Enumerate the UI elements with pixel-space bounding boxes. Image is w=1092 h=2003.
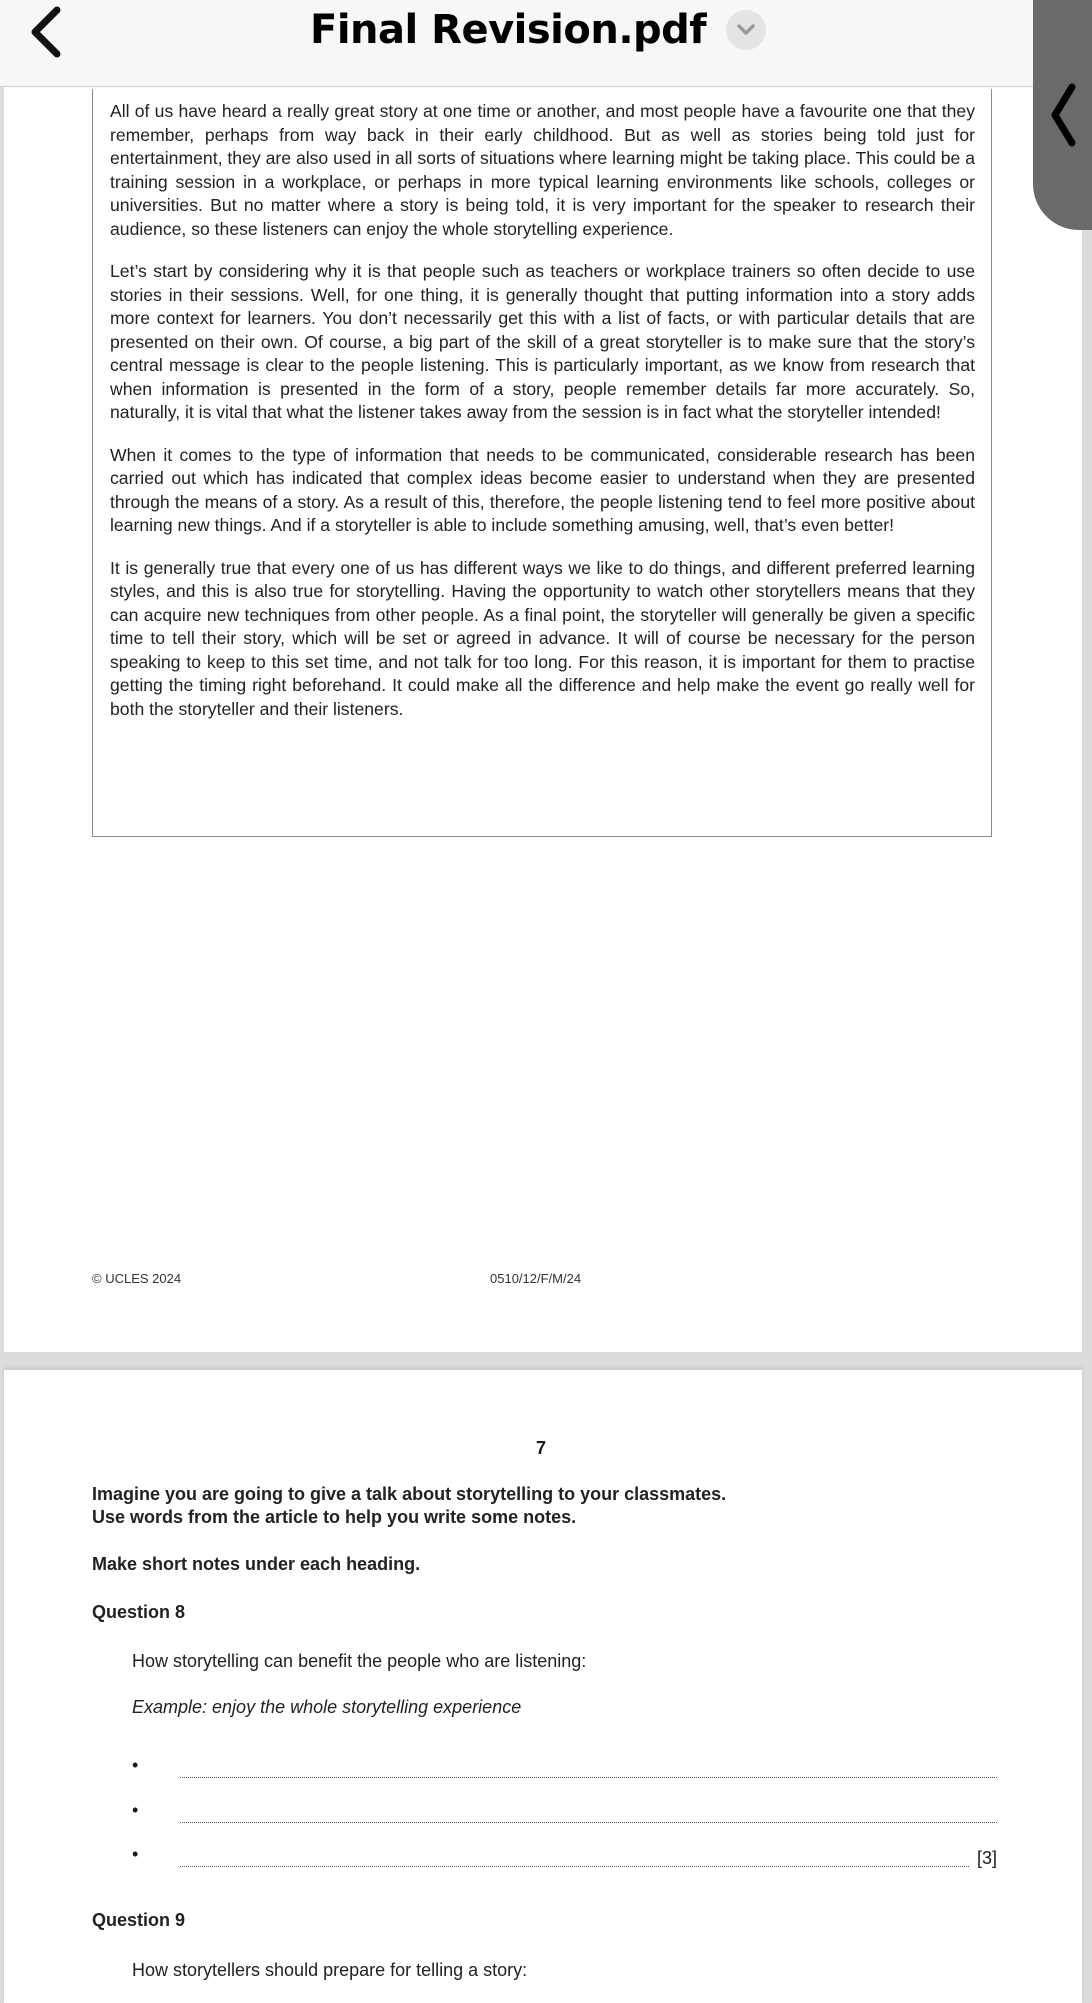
page-number: 7 (536, 1438, 547, 1458)
title-menu-button[interactable] (726, 10, 766, 50)
bullet: • (132, 1844, 139, 1864)
answer-field-2[interactable] (180, 1798, 997, 1823)
bullet: • (132, 1800, 139, 1820)
article-paragraph-2: Let’s start by considering why it is that people such as teachers or workplace trainers so often decide to use stories in their sessions. Well, for one thing, it is generally thought that putting information into a story adds more context for learners. You don’t necessarily get this with a list of facts, or with particular details that are presented on their own. Of course, a big part of the skill of a great storyteller is to make sure that the story’s central message is clear to the people listening. This is particularly important, as we know from research that when information is presented in the form of a story, people remember details far more accurately. So, naturally, it is vital that what the listener takes away from the session is in fact what the storyteller intended! (110, 261, 975, 422)
back-button[interactable] (22, 4, 70, 60)
article-text-box (92, 89, 992, 837)
answer-line-3 (132, 1843, 997, 1867)
top-navigation-bar (0, 0, 1092, 87)
question-8-prompt: How storytelling can benefit the people who are listening: (132, 1651, 587, 1671)
answer-field-3[interactable] (180, 1842, 969, 1867)
answer-line-2 (132, 1799, 997, 1823)
bullet: • (132, 1755, 139, 1775)
article-paragraph-4: It is generally true that every one of us has different ways we like to do things, and different preferred learning styles, and this is also true for storytelling. Having the opportunity to watch other storytellers means that they can acquire new techniques from other people. As a final point, the storyteller will generally be given a specific time to tell their story, which will be set or agreed in advance. It will of course be necessary for the person speaking to keep to this set time, and not talk for too long. For this reason, it is important for them to practise getting the timing right beforehand. It could make all the difference and help make the event go really well for both the storyteller and their listeners. (110, 557, 975, 719)
instruction-line-2: Use words from the article to help you write some notes. (92, 1507, 577, 1527)
chevron-left-icon (29, 6, 63, 58)
side-panel-toggle[interactable] (1033, 0, 1092, 230)
chevron-down-icon (736, 23, 756, 37)
question-8-heading: Question 8 (92, 1602, 186, 1622)
instruction-line-1: Imagine you are going to give a talk about storytelling to your classmates. (92, 1484, 727, 1504)
marks-label: [3] (976, 1848, 997, 1868)
answer-field-1[interactable] (180, 1753, 997, 1778)
pdf-page-1 (4, 87, 1082, 1352)
instruction-line-3: Make short notes under each heading. (92, 1554, 421, 1574)
article-paragraph-1: All of us have heard a really great story at one time or another, and most people have a favourite one that they remember, perhaps from way back in their early childhood. But as well as stories being told just for entertainment, they are also used in all sorts of situations where learning might be taking place. This could be a training session in a workplace, or perhaps in more typical learning environments like schools, colleges or universities. But no matter where a story is being told, it is very important for the speaker to research their audience, so these listeners can enjoy the whole storytelling experience. (110, 101, 975, 239)
copyright-footer: © UCLES 2024 (92, 1271, 182, 1286)
paper-code-footer: 0510/12/F/M/24 (490, 1271, 582, 1286)
question-9-heading: Question 9 (92, 1910, 186, 1930)
article-paragraph-3: When it comes to the type of information that needs to be communicated, considerable research has been carried out which has indicated that complex ideas become easier to understand when they are presented through the means of a story. As a result of this, therefore, the people listening tend to feel more positive about learning new things. And if a storyteller is able to include something amusing, well, that’s even better! (110, 444, 975, 535)
document-title: Final Revision.pdf (310, 7, 707, 53)
question-9-prompt: How storytellers should prepare for telling a story: (132, 1960, 528, 1980)
pdf-page-2 (4, 1370, 1082, 2003)
document-title-area[interactable] (310, 2, 766, 58)
question-8-example: Example: enjoy the whole storytelling experience (132, 1697, 522, 1717)
chevron-left-icon (1048, 82, 1078, 148)
answer-line-1 (132, 1754, 997, 1778)
